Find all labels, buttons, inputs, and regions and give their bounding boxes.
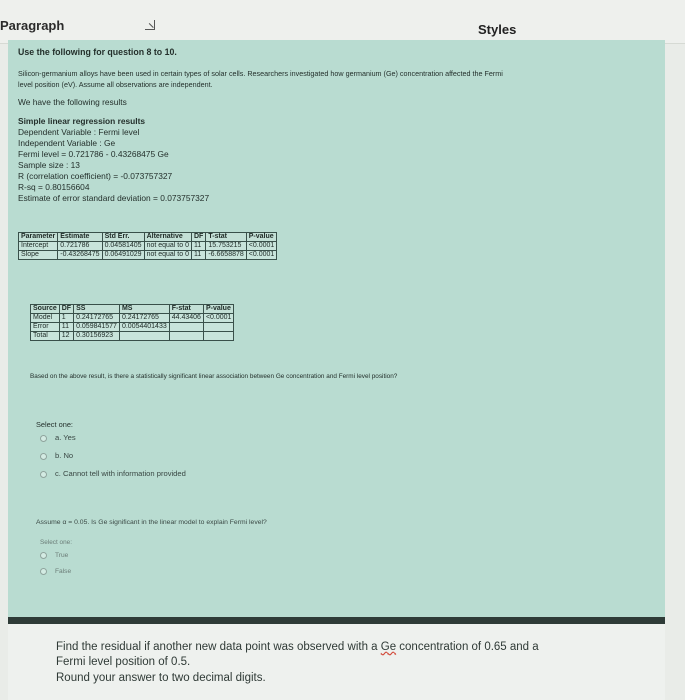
answer-option-true[interactable] — [40, 550, 68, 562]
table-cell: Total — [31, 332, 60, 341]
table-cell: 12 — [59, 332, 73, 341]
table-header-cell: Std Err. — [102, 233, 144, 242]
radio-button-icon[interactable] — [40, 435, 47, 442]
intro-text: Use the following for question 8 to 10. — [18, 47, 177, 57]
table-header-cell: Parameter — [19, 233, 58, 242]
option-label: b. No — [55, 451, 74, 460]
table-cell: 0.059841577 — [74, 323, 120, 332]
results-title: Simple linear regression results — [18, 116, 146, 126]
results-independent: Independent Variable : Ge — [18, 138, 116, 148]
table-cell: 11 — [59, 323, 73, 332]
table-cell: 0.06491029 — [102, 251, 144, 260]
table-header-cell: Source — [31, 305, 60, 314]
parameter-table — [18, 232, 277, 260]
radio-button-icon[interactable] — [40, 453, 47, 460]
option-label: False — [55, 568, 72, 575]
table-cell: 11 — [192, 242, 206, 251]
question-2-prefix: Assume α = 0.05. — [36, 519, 90, 526]
option-label: c. Cannot tell with information provided — [55, 469, 186, 478]
answer-option-yes[interactable] — [40, 432, 76, 444]
table-header-cell: Estimate — [58, 233, 102, 242]
radio-button-icon[interactable] — [40, 552, 47, 559]
question-2-text — [36, 517, 267, 528]
table-header-cell: MS — [119, 305, 169, 314]
table-row — [31, 314, 234, 323]
table-header-cell: Alternative — [144, 233, 191, 242]
anova-table — [30, 304, 234, 341]
table-header-cell: P-value — [203, 305, 234, 314]
table-cell: 0.30156923 — [74, 332, 120, 341]
table-cell: not equal to 0 — [144, 251, 191, 260]
table-cell — [169, 332, 203, 341]
table-header-cell: DF — [192, 233, 206, 242]
option-label: a. Yes — [55, 433, 76, 442]
table-header-cell: SS — [74, 305, 120, 314]
table-row — [19, 242, 277, 251]
radio-button-icon[interactable] — [40, 568, 47, 575]
description-line-2: level position (eV). Assume all observations are independent. — [18, 80, 213, 89]
table-cell: Model — [31, 314, 60, 323]
table-cell: Slope — [19, 251, 58, 260]
table-cell — [203, 332, 234, 341]
table-cell: <0.0001 — [203, 314, 234, 323]
question-2-rest: Is Ge significant in the linear model to explain Fermi level? — [91, 519, 267, 526]
table-header-cell: F-stat — [169, 305, 203, 314]
residual-line-1-post: concentration of 0.65 and a — [396, 641, 539, 653]
table-header-cell: P-value — [246, 233, 277, 242]
table-cell: 0.24172765 — [119, 314, 169, 323]
radio-button-icon[interactable] — [40, 471, 47, 478]
table-cell: -0.43268475 — [58, 251, 102, 260]
table-cell: 0.24172765 — [74, 314, 120, 323]
table-cell: 0.721786 — [58, 242, 102, 251]
table-cell: 11 — [192, 251, 206, 260]
table-cell: <0.0001 — [246, 251, 277, 260]
table-row — [19, 251, 277, 260]
answer-option-cannot-tell[interactable] — [40, 468, 186, 480]
table-cell: not equal to 0 — [144, 242, 191, 251]
results-dependent: Dependent Variable : Fermi level — [18, 127, 140, 137]
residual-line-1-pre: Find the residual if another new data point was observed with a — [56, 641, 381, 653]
residual-question-line-2: Fermi level position of 0.5. — [56, 656, 191, 668]
styles-group-label: Styles — [478, 22, 517, 37]
answer-option-no[interactable] — [40, 450, 73, 462]
results-sample-size: Sample size : 13 — [18, 160, 80, 170]
option-label: True — [55, 552, 69, 559]
table-cell: Error — [31, 323, 60, 332]
results-intro: We have the following results — [18, 97, 127, 107]
ge-misspelling-word: Ge — [380, 641, 397, 653]
results-std-error: Estimate of error standard deviation = 0.073757327 — [18, 193, 210, 203]
question-1-text: Based on the above result, is there a statistically significant linear association between Ge concentration and Fermi level position? — [30, 373, 398, 380]
results-equation: Fermi level = 0.721786 - 0.43268475 Ge — [18, 149, 169, 159]
table-cell — [203, 323, 234, 332]
results-r-sq: R-sq = 0.80156604 — [18, 182, 90, 192]
ribbon-bar — [0, 0, 685, 44]
table-cell: 0.0054401433 — [119, 323, 169, 332]
table-cell: 44.43406 — [169, 314, 203, 323]
table-cell — [169, 323, 203, 332]
table-cell — [119, 332, 169, 341]
residual-question-line-1 — [56, 640, 539, 655]
table-row — [31, 323, 234, 332]
select-one-label-1: Select one: — [36, 420, 73, 429]
table-cell: <0.0001 — [246, 242, 277, 251]
table-cell: 0.04581405 — [102, 242, 144, 251]
table-cell: 1 — [59, 314, 73, 323]
table-cell: Intercept — [19, 242, 58, 251]
table-cell: -6.6658878 — [206, 251, 246, 260]
results-r: R (correlation coefficient) = -0.073757327 — [18, 171, 173, 181]
table-header-row — [19, 233, 277, 242]
paragraph-dialog-launcher-icon[interactable] — [145, 20, 155, 30]
answer-option-false[interactable] — [40, 566, 71, 578]
table-header-cell: T-stat — [206, 233, 246, 242]
table-header-cell: DF — [59, 305, 73, 314]
table-cell: 15.753215 — [206, 242, 246, 251]
paragraph-group-label: Paragraph — [0, 18, 65, 33]
select-one-label-2: Select one: — [40, 539, 72, 546]
table-row — [31, 332, 234, 341]
table-header-row — [31, 305, 234, 314]
residual-question-line-3: Round your answer to two decimal digits. — [56, 672, 266, 684]
description-line-1: Silicon-germanium alloys have been used in certain types of solar cells. Researchers investigated how germanium (Ge) concentration affected the Fermi — [18, 69, 503, 78]
